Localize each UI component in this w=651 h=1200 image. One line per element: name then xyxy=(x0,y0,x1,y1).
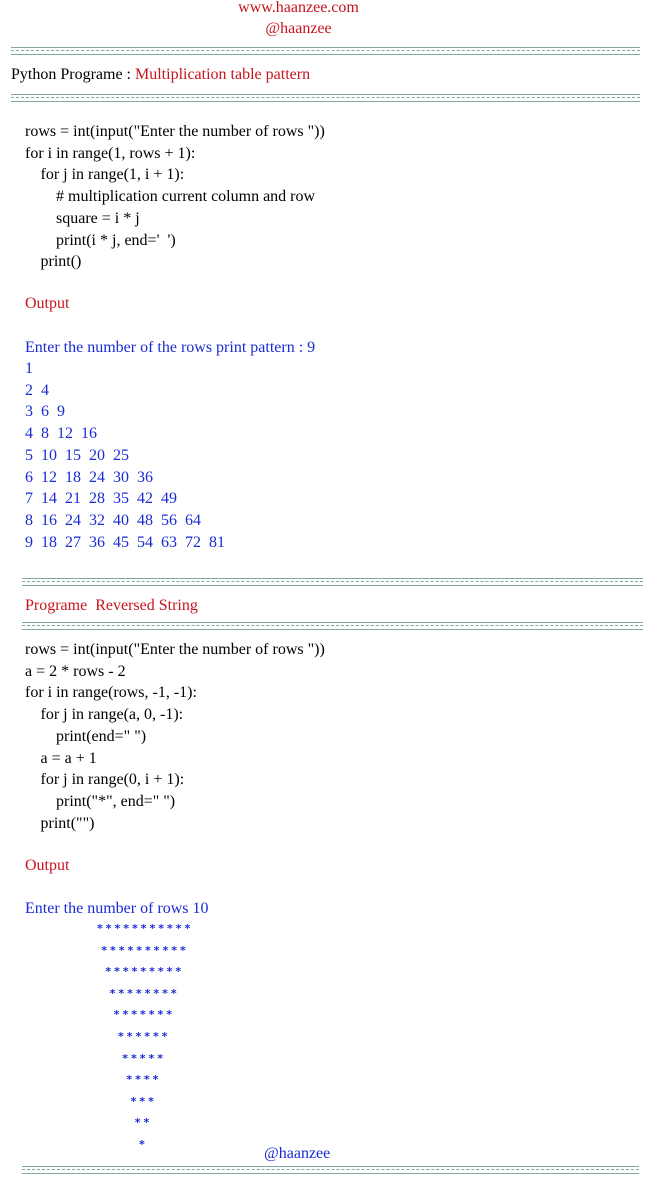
star-row: ********* xyxy=(105,965,185,979)
code-line: # multiplication current column and row xyxy=(56,188,316,206)
star-row: ** xyxy=(134,1116,153,1130)
divider xyxy=(22,622,643,630)
star-row: *********** xyxy=(97,922,194,935)
code-line: print(end=" ") xyxy=(56,727,147,745)
site-url: www.haanzee.com xyxy=(238,0,359,16)
code-line: for j in range(a, 0, -1): xyxy=(40,706,184,724)
star-row: ***** xyxy=(122,1051,166,1065)
section1-title-text: Multiplication table pattern xyxy=(135,66,311,83)
output-row: 7 14 21 28 35 42 49 xyxy=(25,490,177,508)
code-line: rows = int(input("Enter the number of rows ")) xyxy=(25,123,325,140)
output-row: 3 6 9 xyxy=(25,403,65,421)
section1-label-prefix: Python Programe : xyxy=(11,66,135,83)
footer-handle: @haanzee xyxy=(264,1145,331,1162)
divider xyxy=(11,94,640,102)
code-line: square = i * j xyxy=(56,209,140,227)
output-row: 5 10 15 20 25 xyxy=(25,446,129,464)
output-row: 2 4 xyxy=(25,381,49,399)
star-row: ********** xyxy=(101,943,189,957)
section1-output-label: Output xyxy=(25,295,70,312)
code-line: rows = int(input("Enter the number of rows ")) xyxy=(25,641,325,658)
section1-output-prompt: Enter the number of the rows print pattern : 9 xyxy=(25,339,316,356)
output-row: 9 18 27 36 45 54 63 72 81 xyxy=(25,533,225,551)
star-row: * xyxy=(139,1138,148,1151)
section2-output-label: Output xyxy=(25,857,70,874)
code-line: a = 2 * rows - 2 xyxy=(25,662,126,680)
code-line: print() xyxy=(40,253,82,271)
code-line: print("*", end=" ") xyxy=(56,792,176,810)
code-line: for j in range(1, i + 1): xyxy=(40,166,185,184)
code-line: print(i * j, end=' ') xyxy=(56,231,176,249)
star-row: *** xyxy=(130,1094,157,1108)
divider xyxy=(22,1166,639,1174)
code-line: for j in range(0, i + 1): xyxy=(40,771,185,789)
code-line: a = a + 1 xyxy=(40,749,97,767)
output-row: 4 8 12 16 xyxy=(25,425,97,443)
star-row: ******* xyxy=(113,1008,176,1022)
section2-title: Programe Reversed String xyxy=(25,597,198,614)
output-row: 8 16 24 32 40 48 56 64 xyxy=(25,511,201,529)
code-line: for i in range(rows, -1, -1): xyxy=(25,684,197,702)
star-row: ****** xyxy=(118,1030,171,1043)
section1-title xyxy=(11,65,310,85)
star-row: ******** xyxy=(109,986,180,1000)
code-line: print("") xyxy=(40,814,95,832)
divider xyxy=(22,578,643,586)
output-row: 6 12 18 24 30 36 xyxy=(25,468,153,486)
section2-output-prompt: Enter the number of rows 10 xyxy=(25,900,209,917)
divider xyxy=(11,47,640,55)
output-row: 1 xyxy=(25,360,33,377)
code-line: for i in range(1, rows + 1): xyxy=(25,144,196,162)
header-handle: @haanzee xyxy=(265,20,332,37)
star-row: **** xyxy=(126,1073,162,1087)
